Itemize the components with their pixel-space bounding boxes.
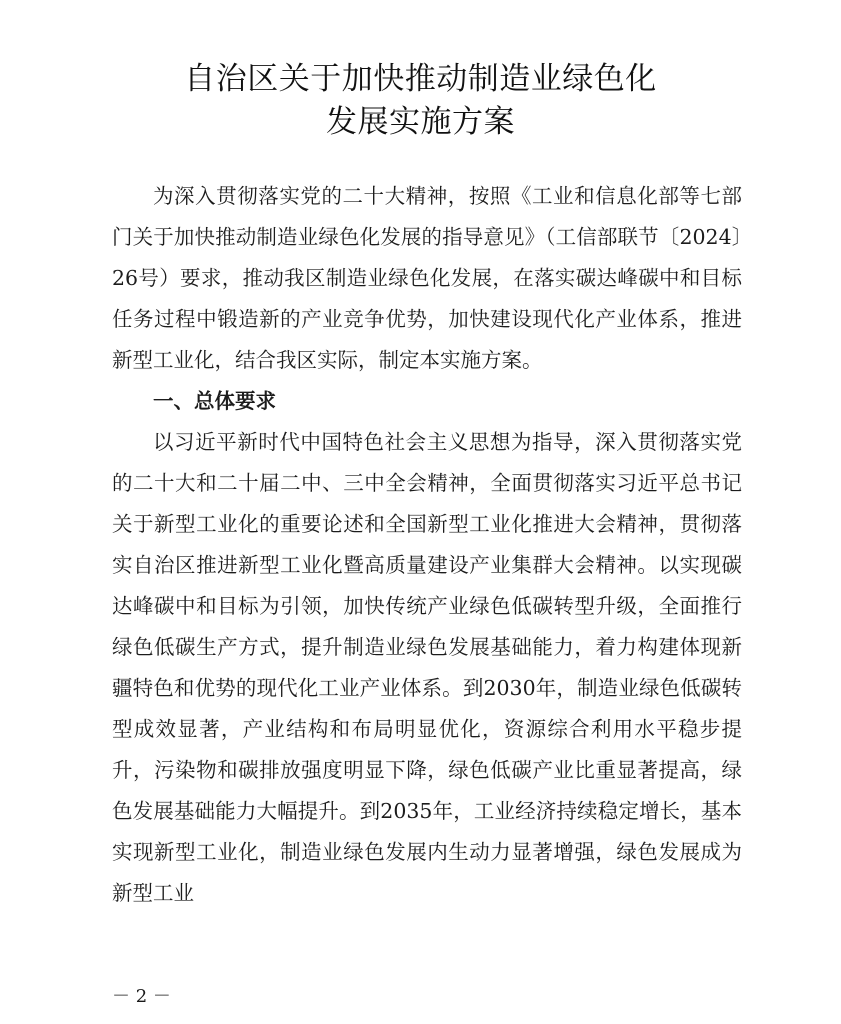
page-number: － 2 －	[112, 986, 171, 1007]
title-line-2: 发展实施方案	[326, 104, 515, 140]
document-body	[112, 176, 742, 914]
intro-paragraph: 为深入贯彻落实党的二十大精神，按照《工业和信息化部等七部门关于加快推动制造业绿色化发展的指导意见》（工信部联节〔2024〕26号）要求，推动我区制造业绿色化发展，在落实碳达峰碳中和目标任务过程中锻造新的产业竞争优势，加快建设现代化产业体系，推进新型工业化，结合我区实际，制定本实施方案。	[112, 184, 742, 372]
document-title	[0, 58, 841, 144]
title-line-1: 自治区关于加快推动制造业绿色化	[184, 61, 657, 97]
section1-paragraph: 以习近平新时代中国特色社会主义思想为指导，深入贯彻落实党的二十大和二十届二中、三中全会精神，全面贯彻落实习近平总书记关于新型工业化的重要论述和全国新型工业化推进大会精神，贯彻落实自治区推进新型工业化暨高质量建设产业集群大会精神。以实现碳达峰碳中和目标为引领，加快传统产业绿色低碳转型升级，全面推行绿色低碳生产方式，提升制造业绿色发展基础能力，着力构建体现新疆特色和优势的现代化工业产业体系。到2030年，制造业绿色低碳转型成效显著，产业结构和布局明显优化，资源综合利用水平稳步提升，污染物和碳排放强度明显下降，绿色低碳产业比重显著提高，绿色发展基础能力大幅提升。到2035年，工业经济持续稳定增长，基本实现新型工业化，制造业绿色发展内生动力显著增强，绿色发展成为新型工业	[112, 430, 742, 905]
section-heading-overall-requirements: 一、总体要求	[153, 389, 276, 413]
